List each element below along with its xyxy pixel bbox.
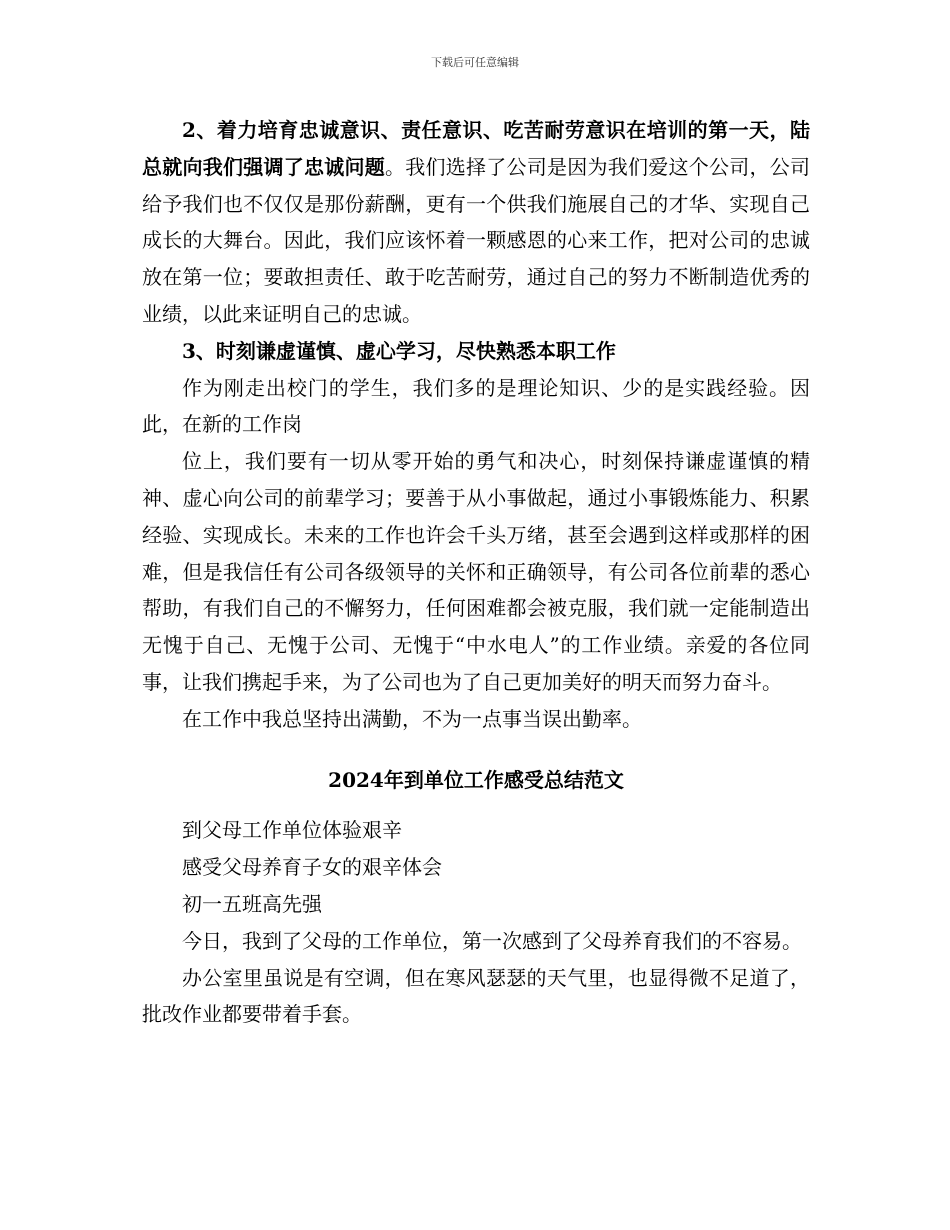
paragraph-loyalty bbox=[142, 112, 810, 333]
paragraph-today: 今日，我到了父母的工作单位，第一次感到了父母养育我们的不容易。 bbox=[182, 928, 802, 953]
document-title: 2024年到单位工作感受总结范文 bbox=[328, 767, 624, 792]
line-author: 初一五班高先强 bbox=[182, 891, 322, 916]
paragraph-attendance: 在工作中我总坚持出满勤，不为一点事当误出勤率。 bbox=[182, 706, 642, 731]
section-heading-humility: 3、时刻谦虚谨慎、虚心学习，尽快熟悉本职工作 bbox=[182, 338, 616, 363]
paragraph-office: 办公室里虽说是有空调，但在寒风瑟瑟的天气里，也显得微不足道了，批改作业都要带着手套。 bbox=[142, 965, 810, 1027]
page-header: 下载后可任意编辑 bbox=[431, 56, 519, 69]
line-subtitle-2: 感受父母养育子女的艰辛体会 bbox=[182, 855, 442, 880]
paragraph-humility-2: 位上，我们要有一切从零开始的勇气和决心，时刻保持谦虚谨慎的精神、虚心向公司的前辈学习；要善于从小事做起，通过小事锻炼能力、积累经验、实现成长。未来的工作也许会千头万绪，甚至会遇到这样或那样的困难，但是我信任有公司各级领导的关怀和正确领导，有公司各位前辈的悉心帮助，有我们自己的不懈努力，任何困难都会被克服，我们就一定能制造出无愧于自己、无愧于公司、无愧于“中水电人”的工作业绩。亲爱的各位同事，让我们携起手来，为了公司也为了自己更加美好的明天而努力奋斗。 bbox=[142, 449, 810, 694]
paragraph-loyalty-lead: 2、着力培育忠诚意识、责任意识、吃苦耐劳意识在培训的第一天，陆总就向我们强调了忠诚问题 bbox=[142, 118, 810, 179]
paragraph-humility-1: 作为刚走出校门的学生，我们多的是理论知识、少的是实践经验。因此，在新的工作岗 bbox=[142, 375, 810, 437]
paragraph-loyalty-text: 。我们选择了公司是因为我们爱这个公司，公司给予我们也不仅仅是那份薪酬，更有一个供我们施展自己的才华、实现自己成长的大舞台。因此，我们应该怀着一颗感恩的心来工作，把对公司的忠诚放在第一位；要敢担责任、敢于吃苦耐劳，通过自己的努力不断制造优秀的业绩，以此来证明自己的忠诚。 bbox=[142, 154, 810, 326]
document-body bbox=[142, 112, 810, 1033]
line-subtitle-1: 到父母工作单位体验艰辛 bbox=[182, 818, 402, 843]
